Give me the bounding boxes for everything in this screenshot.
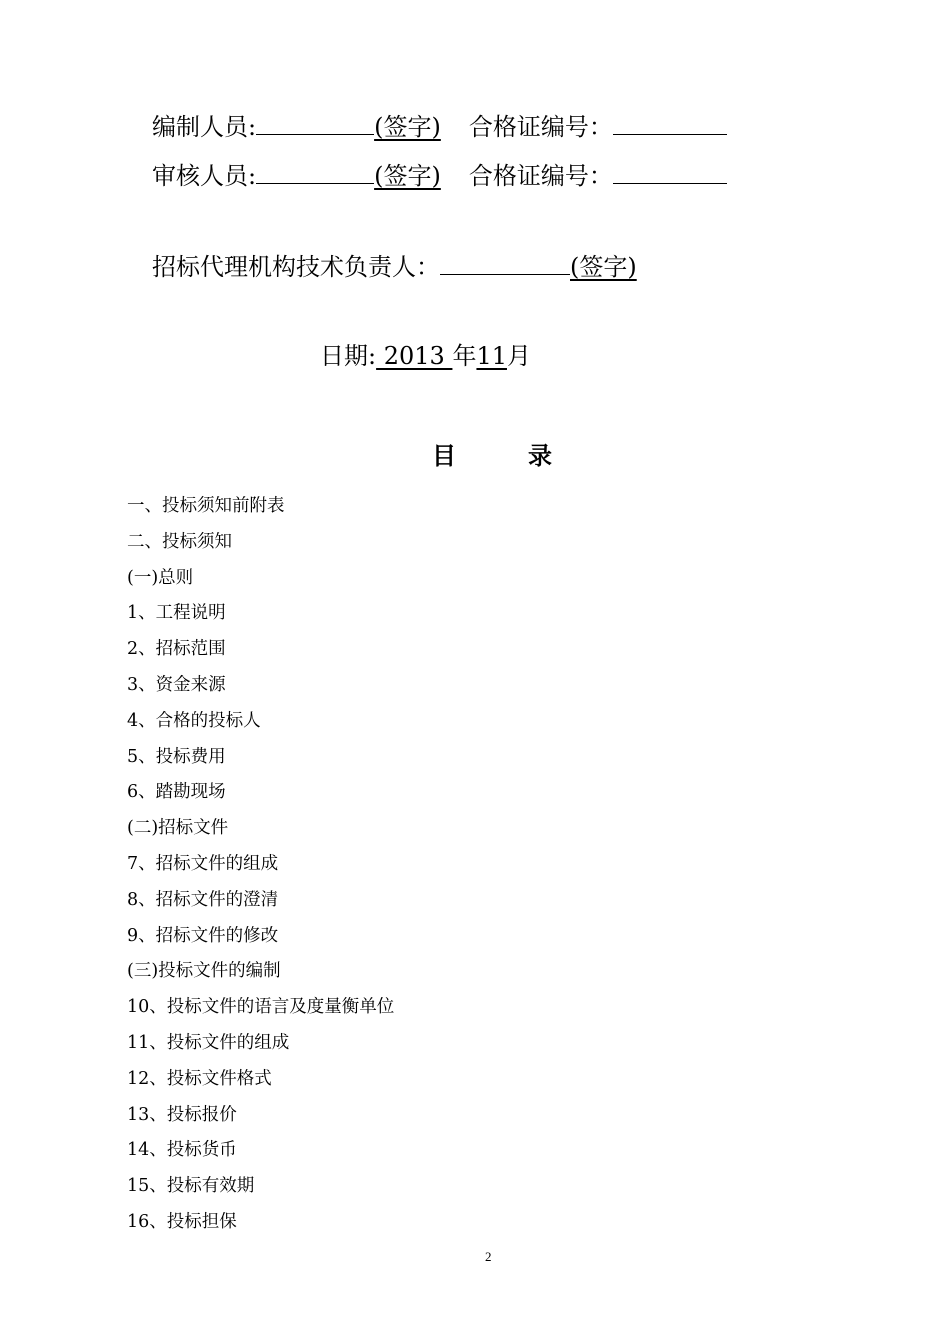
date-label: 日期: xyxy=(320,342,377,370)
toc-item: (三)投标文件的编制 xyxy=(127,961,281,982)
date-year-unit: 年 xyxy=(452,342,477,370)
toc-item: 1、工程说明 xyxy=(127,603,226,624)
toc-item: 8、招标文件的澄清 xyxy=(127,889,279,910)
toc-title xyxy=(432,440,552,472)
toc-item: 10、投标文件的语言及度量衡单位 xyxy=(127,997,395,1018)
reviewer-signature-row xyxy=(152,157,727,192)
toc-item: 14、投标货币 xyxy=(127,1140,237,1161)
preparer-cert-blank xyxy=(613,108,727,135)
preparer-sign-note: (签字) xyxy=(374,113,441,141)
toc-item: 11、投标文件的组成 xyxy=(127,1032,290,1053)
reviewer-cert-label: 合格证编号： xyxy=(468,162,613,190)
preparer-signature-row xyxy=(152,108,727,143)
agency-sign-note: (签字) xyxy=(570,253,637,281)
agency-signature-blank xyxy=(440,248,570,275)
preparer-cert-label: 合格证编号： xyxy=(468,113,613,141)
date-month-unit: 月 xyxy=(506,342,531,370)
reviewer-signature-blank xyxy=(256,157,374,184)
toc-item: 9、招标文件的修改 xyxy=(127,925,279,946)
page-number: 2 xyxy=(485,1249,492,1264)
agency-signature-row xyxy=(152,248,637,283)
toc-item: (二)招标文件 xyxy=(127,818,229,839)
toc-list xyxy=(127,492,394,1244)
toc-item: 16、投标担保 xyxy=(127,1211,237,1232)
toc-item: 二、投标须知 xyxy=(127,531,232,552)
reviewer-sign-note: (签字) xyxy=(374,162,441,190)
date-line xyxy=(320,340,531,372)
toc-item: 12、投标文件格式 xyxy=(127,1068,272,1089)
date-month: 11 xyxy=(476,342,507,370)
toc-title-part2: 录 xyxy=(528,442,552,470)
reviewer-label: 审核人员: xyxy=(152,162,257,190)
preparer-signature-blank xyxy=(256,108,374,135)
toc-item: 6、踏勘现场 xyxy=(127,782,226,803)
toc-item: (一)总则 xyxy=(127,567,194,588)
toc-item: 7、招标文件的组成 xyxy=(127,853,279,874)
reviewer-cert-blank xyxy=(613,157,727,184)
preparer-label: 编制人员: xyxy=(152,113,257,141)
date-year: 2013 xyxy=(376,342,453,370)
toc-item: 15、投标有效期 xyxy=(127,1176,255,1197)
toc-item: 3、资金来源 xyxy=(127,674,226,695)
toc-item: 一、投标须知前附表 xyxy=(127,496,285,516)
toc-item: 2、招标范围 xyxy=(127,639,226,660)
toc-item: 4、合格的投标人 xyxy=(127,710,261,731)
toc-title-part1: 目 xyxy=(432,442,456,470)
toc-item: 13、投标报价 xyxy=(127,1104,237,1125)
toc-item: 5、投标费用 xyxy=(127,746,226,767)
agency-label: 招标代理机构技术负责人： xyxy=(152,253,440,281)
